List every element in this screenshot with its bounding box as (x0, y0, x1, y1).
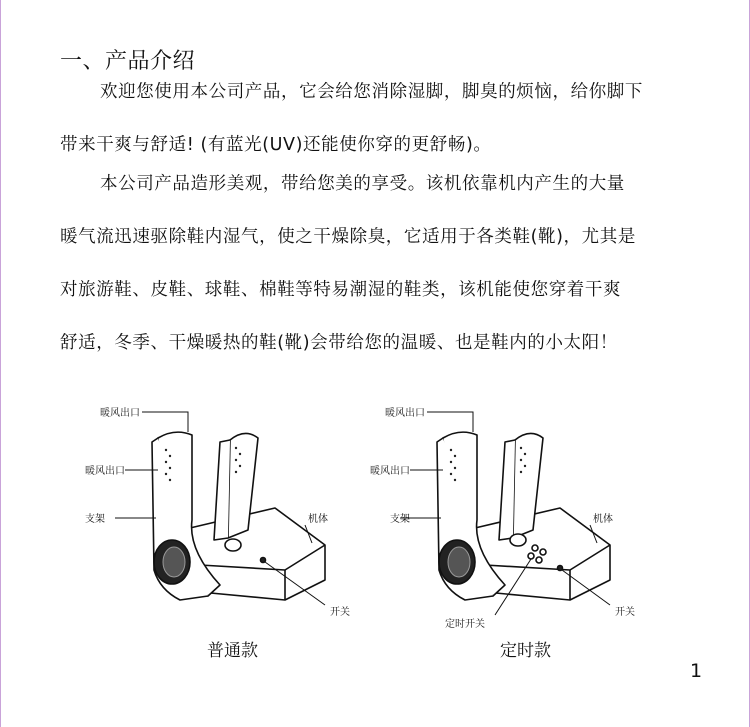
page-number: 1 (690, 660, 703, 682)
label-side-outlet: 暖风出口 (370, 466, 410, 477)
label-body: 机体 (593, 514, 613, 525)
description-line: 暖气流迅速驱除鞋内湿气，使之干燥除臭，它适用于各类鞋(靴)，尤其是 (60, 227, 636, 247)
label-timer-switch: 定时开关 (445, 619, 485, 630)
standard-model-caption: 普通款 (207, 641, 258, 661)
standard-model-diagram (80, 400, 370, 630)
timer-model-diagram (365, 400, 655, 635)
intro-line: 欢迎您使用本公司产品，它会给您消除湿脚，脚臭的烦恼，给你脚下 (100, 82, 643, 102)
intro-paragraph (60, 66, 710, 172)
section-title: 一、产品介绍 (60, 49, 196, 74)
shoe-dryer-illustration (437, 432, 610, 600)
timer-model-caption: 定时款 (500, 641, 551, 661)
label-stand: 支架 (390, 514, 410, 525)
description-line: 本公司产品造形美观，带给您美的享受。该机依靠机内产生的大量 (100, 174, 625, 194)
label-side-outlet: 暖风出口 (85, 466, 125, 477)
label-top-outlet: 暖风出口 (385, 408, 425, 419)
description-paragraph (60, 158, 710, 370)
description-line: 舒适，冬季、干燥暖热的鞋(靴)会带给您的温暖、也是鞋内的小太阳！ (60, 333, 618, 353)
label-body: 机体 (308, 514, 328, 525)
label-stand: 支架 (85, 514, 105, 525)
description-line: 对旅游鞋、皮鞋、球鞋、棉鞋等特易潮湿的鞋类，该机能使您穿着干爽 (60, 280, 622, 300)
label-switch: 开关 (615, 607, 635, 618)
shoe-dryer-illustration (152, 432, 325, 600)
label-switch: 开关 (330, 607, 350, 618)
intro-line: 带来干爽与舒适! (有蓝光(UV)还能使你穿的更舒畅)。 (60, 135, 492, 155)
page-border-left (0, 0, 1, 727)
label-top-outlet: 暖风出口 (100, 408, 140, 419)
